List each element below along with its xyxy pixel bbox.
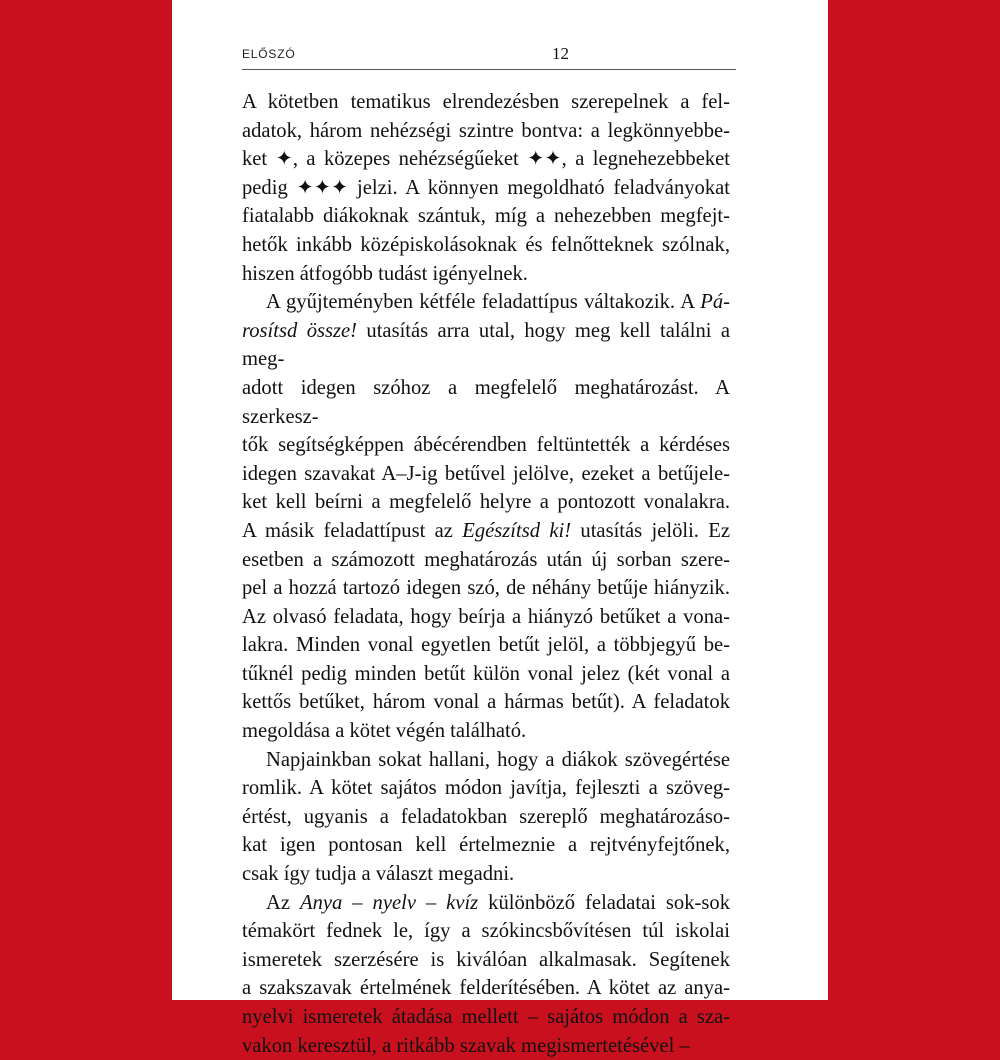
text-segment: vakon keresztül, a ritkább szavak megismertetésével – — [242, 1034, 690, 1057]
text-line — [242, 974, 730, 1003]
page-number: 12 — [552, 44, 569, 63]
text-segment: idegen szavakat A–J-ig betűvel jelölve, ezeket a betűjele- — [242, 462, 730, 485]
text-segment: ismeretek szerzésére is kiválóan alkalmasak. Segítenek — [242, 948, 730, 971]
text-line — [242, 374, 730, 431]
italic-phrase: rosítsd össze! — [242, 319, 358, 342]
text-line — [242, 431, 730, 460]
text-line — [242, 88, 730, 117]
text-line — [242, 746, 730, 775]
text-segment: Az — [266, 891, 300, 914]
text-segment: ket kell beírni a megfelelő helyre a pontozott vonalakra. — [242, 491, 730, 514]
text-line — [242, 202, 730, 231]
text-line — [242, 860, 730, 889]
text-segment: kat igen pontosan kell értelmeznie a rejtvényfejtőnek, — [242, 834, 730, 857]
text-segment: adott idegen szóhoz a megfelelő meghatározást. A szerkesz- — [242, 376, 730, 428]
text-line — [242, 917, 730, 946]
book-page — [172, 0, 828, 1057]
text-line — [242, 574, 730, 603]
text-line — [242, 1032, 730, 1060]
text-segment: A másik feladattípust az — [242, 519, 463, 542]
text-segment: A gyűjteményben kétféle feladattípus váltakozik. A — [266, 291, 701, 314]
text-line — [242, 145, 730, 174]
text-segment: Napjainkban sokat hallani, hogy a diákok szövegértése — [266, 748, 730, 771]
text-line — [242, 688, 730, 717]
text-segment: ket ✦, a közepes nehézségűeket ✦✦, a legnehezebbeket — [242, 148, 730, 171]
text-line — [242, 946, 730, 975]
text-line — [242, 803, 730, 832]
text-segment: A kötetben tematikus elrendezésben szerepelnek a fel- — [242, 91, 730, 113]
text-line — [242, 546, 730, 575]
text-line — [242, 117, 730, 146]
header-rule — [242, 69, 736, 70]
text-segment: utasítás arra utal, hogy meg kell találni a meg- — [242, 319, 730, 371]
text-segment: romlik. A kötet sajátos módon javítja, fejleszti a szöveg- — [242, 777, 730, 800]
text-segment: adatok, három nehézségi szintre bontva: a legkönnyebbe- — [242, 119, 730, 142]
text-segment: utasítás jelöli. Ez — [571, 519, 730, 542]
text-segment: kettős betűket, három vonal a hármas betűt). A feladatok — [242, 691, 730, 714]
body-text — [242, 88, 730, 1060]
chapter-title: ELŐSZÓ — [242, 47, 296, 61]
text-segment: különböző feladatai sok-sok — [478, 891, 730, 914]
text-line — [242, 660, 730, 689]
italic-phrase: Pá- — [700, 291, 730, 314]
text-segment: tők segítségképpen ábécérendben feltüntették a kérdéses — [242, 434, 730, 457]
text-segment: értést, ugyanis a feladatokban szereplő meghatározáso- — [242, 805, 730, 828]
text-line — [242, 1003, 730, 1032]
text-line — [242, 717, 730, 746]
text-line — [242, 317, 730, 374]
text-segment: a szakszavak értelmének felderítésében. A kötet az anya- — [242, 977, 730, 1000]
text-line — [242, 774, 730, 803]
text-line — [242, 631, 730, 660]
text-line — [242, 603, 730, 632]
text-segment: témakört fednek le, így a szókincsbővítésen túl iskolai — [242, 920, 730, 943]
text-segment: tűknél pedig minden betűt külön vonal jelez (két vonal a — [242, 662, 730, 685]
text-line — [242, 460, 730, 489]
italic-phrase: Egészítsd ki! — [462, 519, 572, 542]
text-segment: esetben a számozott meghatározás után új sorban szere- — [242, 548, 730, 571]
italic-phrase: Anya – nyelv – kvíz — [299, 891, 479, 914]
text-line — [242, 174, 730, 203]
text-segment: pedig ✦✦✦ jelzi. A könnyen megoldható feladványokat — [242, 176, 730, 199]
text-line — [242, 831, 730, 860]
text-segment: megoldása a kötet végén található. — [242, 720, 527, 743]
text-line — [242, 889, 730, 918]
text-segment: lakra. Minden vonal egyetlen betűt jelöl, a többjegyű be- — [242, 634, 730, 657]
text-line — [242, 517, 730, 546]
text-segment: hiszen átfogóbb tudást igényelnek. — [242, 262, 528, 285]
text-segment: fiatalabb diákoknak szántuk, míg a nehezebben megfejt- — [242, 205, 730, 228]
text-segment: nyelvi ismeretek átadása mellett – sajátos módon a sza- — [242, 1006, 730, 1028]
text-line — [242, 260, 730, 289]
text-line — [242, 288, 730, 317]
text-line — [242, 488, 730, 517]
text-segment: hetők inkább középiskolásoknak és felnőtteknek szólnak, — [242, 233, 730, 256]
text-segment: pel a hozzá tartozó idegen szó, de néhány betűje hiányzik. — [242, 577, 730, 600]
text-line — [242, 231, 730, 260]
text-segment: Az olvasó feladata, hogy beírja a hiányzó betűket a vona- — [242, 605, 730, 628]
text-segment: csak így tudja a választ megadni. — [242, 863, 515, 886]
